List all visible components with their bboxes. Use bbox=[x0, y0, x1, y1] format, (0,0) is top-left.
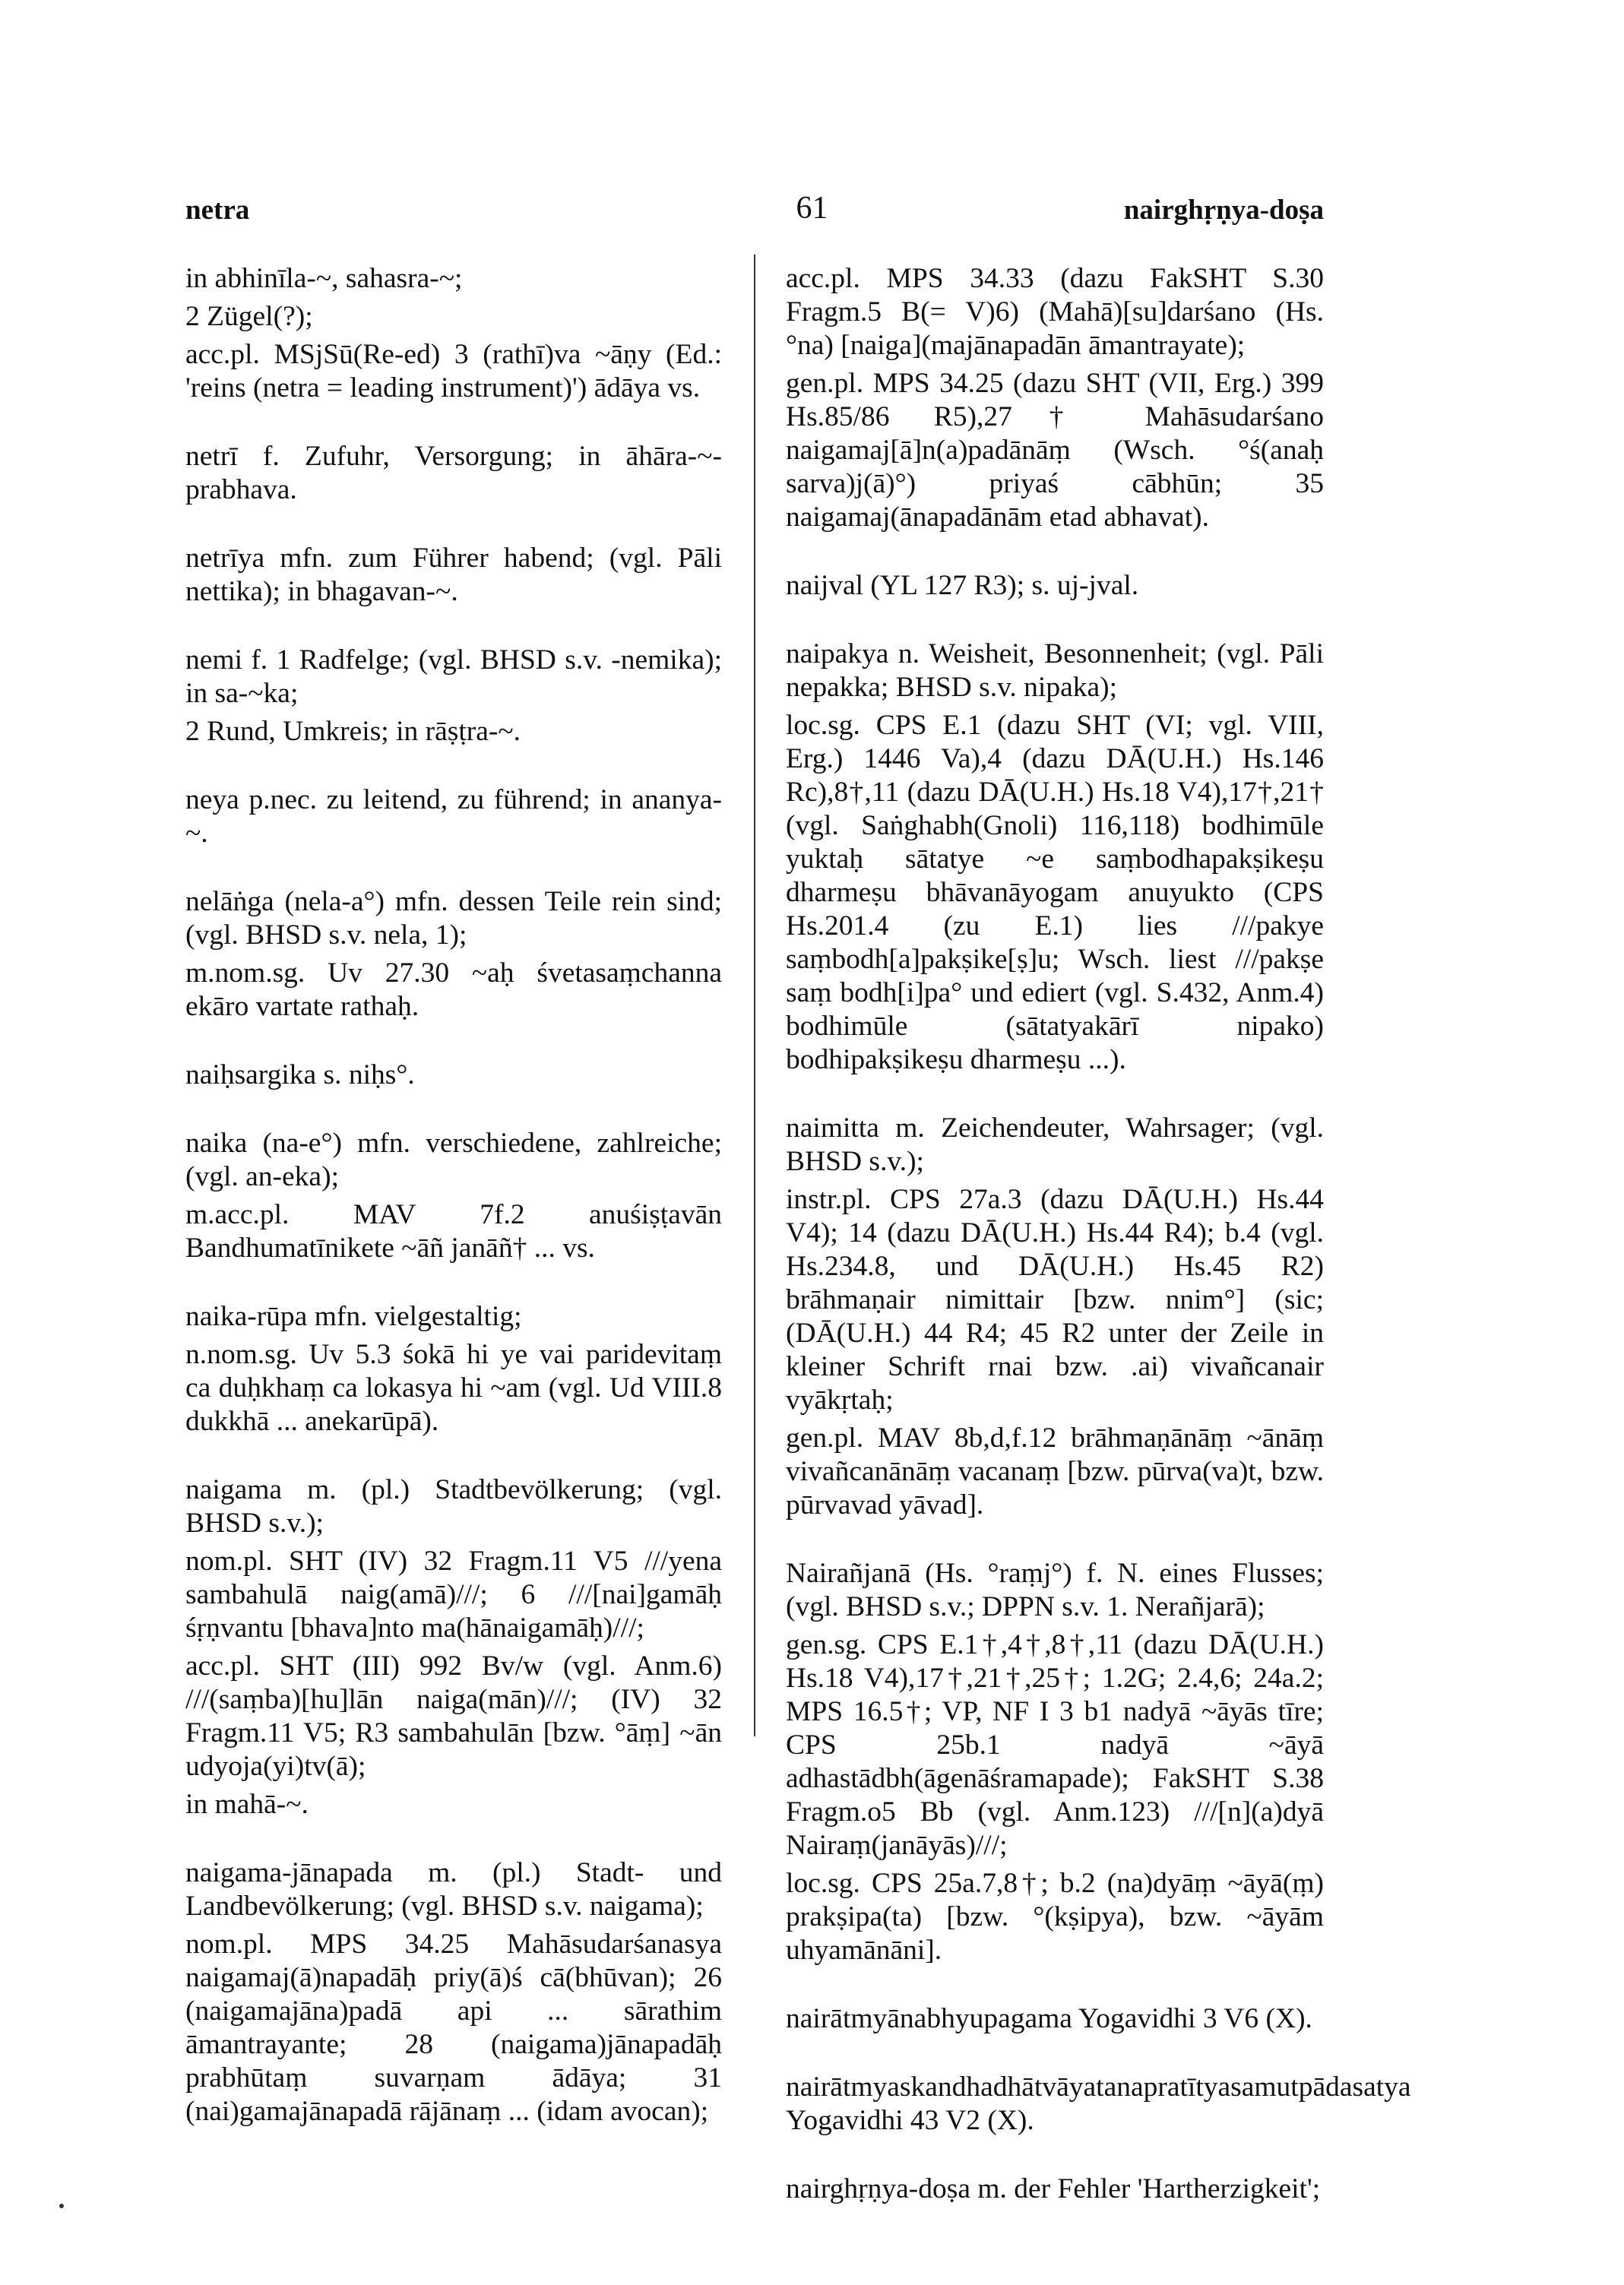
entry-headword-paragraph: nairātmyānabhyupagama Yogavidhi 3 V6 (X). bbox=[786, 2003, 1312, 2034]
entry-headword-paragraph: in abhinīla-~, sahasra-~; bbox=[185, 263, 463, 294]
dictionary-entry bbox=[185, 1127, 722, 1265]
right-column bbox=[786, 262, 1411, 2241]
entry-headword-paragraph: netrīya mfn. zum Führer habend; (vgl. Pāli nettika); in bhagavan-~. bbox=[185, 543, 722, 607]
entry-citation-paragraph: loc.sg. CPS E.1 (dazu SHT (VI; vgl. VIII, Erg.) 1446 Va),4 (dazu DĀ(U.H.) Hs.146 Rc),8†,11 (dazu DĀ(U.H.) Hs.18 V4),17†,21† (vgl. Saṅghabh(Gnoli) 116,118) bodhimūle yuktaḥ sātatye ~e saṃbodhapakṣikeṣu dharmeṣu bhāvanāyogam anuyukto (CPS Hs.201.4 (zu E.1) lies ///pakye saṃbodh[a]pakṣike[ṣ]u; Wsch. liest ///pakṣe saṃ bodh[i]pa° und ediert (vgl. S.432, Anm.4) bodhimūle (sātatyakārī nipako) bodhipakṣikeṣu dharmeṣu ...). bbox=[786, 710, 1324, 1075]
entry-citation-paragraph: gen.pl. MAV 8b,d,f.12 brāhmaṇānāṃ ~ānāṃ vivañcanānāṃ vacanaṃ [bzw. pūrva(va)t, bzw. pūrvavad yāvad]. bbox=[786, 1423, 1324, 1521]
entry-headword-paragraph: naika-rūpa mfn. vielgestaltig; bbox=[185, 1301, 522, 1332]
dictionary-entry bbox=[185, 783, 722, 850]
entry-citation-paragraph: n.nom.sg. Uv 5.3 śokā hi ye vai paridevitaṃ ca duḥkhaṃ ca lokasya hi ~am (vgl. Ud VIII.8 dukkhā ... anekarūpā). bbox=[185, 1339, 722, 1437]
entry-citation-paragraph: instr.pl. CPS 27a.3 (dazu DĀ(U.H.) Hs.44 V4); 14 (dazu DĀ(U.H.) Hs.44 R4); b.4 (vgl. Hs.234.8, und DĀ(U.H.) Hs.45 R2) brāhmaṇair nimittair [bzw. nnim°] (sic; (DĀ(U.H.) 44 R4; 45 R2 unter der Zeile in kleiner Schrift rnai bzw. .ai) vivañcanair vyākṛtaḥ; bbox=[786, 1184, 1324, 1416]
dictionary-entry bbox=[185, 1300, 722, 1438]
entry-citation-paragraph: m.nom.sg. Uv 27.30 ~aḥ śvetasaṃchanna ekāro vartate rathaḥ. bbox=[185, 957, 722, 1022]
dictionary-entry bbox=[786, 2071, 1411, 2138]
dictionary-entry bbox=[786, 1557, 1324, 1967]
entry-headword-paragraph: naipakya n. Weisheit, Besonnenheit; (vgl. Pāli nepakka; BHSD s.v. nipaka); bbox=[786, 638, 1324, 703]
entry-citation-paragraph: in mahā-~. bbox=[185, 1789, 309, 1820]
entry-citation-paragraph: nom.pl. MPS 34.25 Mahāsudarśanasya naigamaj(ā)napadāḥ priy(ā)ś cā(bhūvan); 26 (naigamajāna)padā api ... sārathim āmantrayante; 28 (naigama)jānapadāḥ prabhūtaṃ suvarṇam ādāya; 31 (nai)gamajānapadā rājānaṃ ... (idam avocan); bbox=[185, 1929, 722, 2127]
entry-headword-paragraph: nemi f. 1 Radfelge; (vgl. BHSD s.v. -nemika); in sa-~ka; bbox=[185, 644, 722, 709]
dictionary-entry bbox=[185, 440, 722, 507]
entry-headword-paragraph: acc.pl. MPS 34.33 (dazu FakSHT S.30 Fragm.5 B(= V)6) (Mahā)[su]darśano (Hs. °na) [naiga](majānapadān āmantrayate); bbox=[786, 263, 1324, 361]
dictionary-entry bbox=[185, 1473, 722, 1821]
entry-citation-paragraph: acc.pl. SHT (III) 992 Bv/w (vgl. Anm.6) ///(saṃba)[hu]lān naiga(mān)///; (IV) 32 Fragm.11 V5; R3 sambahulān [bzw. °āṃ] ~ān udyoja(yi)tv(ā); bbox=[185, 1650, 722, 1782]
entry-headword-paragraph: naiḥsargika s. niḥs°. bbox=[185, 1059, 415, 1090]
entry-headword-paragraph: nelāṅga (nela-a°) mfn. dessen Teile rein sind; (vgl. BHSD s.v. nela, 1); bbox=[185, 886, 722, 951]
entry-citation-paragraph: acc.pl. MSjSū(Re-ed) 3 (rathī)va ~āṇy (Ed.: 'reins (netra = leading instrument)') ādāya vs. bbox=[185, 339, 722, 404]
entry-citation-paragraph: gen.sg. CPS E.1†,4†,8†,11 (dazu DĀ(U.H.) Hs.18 V4),17†,21†,25†; 1.2G; 2.4,6; 24a.2; MPS 16.5†; VP, NF I 3 b1 nadyā ~āyās tīre; CPS 25b.1 nadyā ~āyā adhastādbh(āgenāśramapade); FakSHT S.38 Fragm.o5 Bb (vgl. Anm.123) ///[n](a)dyā Nairaṃ(janāyās)///; bbox=[786, 1629, 1324, 1861]
left-column bbox=[185, 262, 722, 2163]
entry-headword-paragraph: naigama-jānapada m. (pl.) Stadt- und Landbevölkerung; (vgl. BHSD s.v. naigama); bbox=[185, 1857, 722, 1922]
entry-citation-paragraph: loc.sg. CPS 25a.7,8†; b.2 (na)dyāṃ ~āyā(ṃ) prakṣipa(ta) [bzw. °(kṣipya), bzw. ~āyām uhyamānāni]. bbox=[786, 1868, 1324, 1966]
running-head-right: nairghṛṇya-doṣa bbox=[1123, 195, 1324, 226]
entry-citation-paragraph: 2 Rund, Umkreis; in rāṣṭra-~. bbox=[185, 716, 521, 747]
column-divider bbox=[754, 255, 755, 1736]
entry-citation-paragraph: m.acc.pl. MAV 7f.2 anuśiṣṭavān Bandhumatīnikete ~āñ janāñ† ... vs. bbox=[185, 1199, 722, 1264]
entry-headword-paragraph: naigama m. (pl.) Stadtbevölkerung; (vgl. BHSD s.v.); bbox=[185, 1474, 722, 1539]
dictionary-entry bbox=[185, 644, 722, 748]
dictionary-entry bbox=[185, 542, 722, 609]
dictionary-entry bbox=[786, 2002, 1324, 2036]
dictionary-entry bbox=[786, 1112, 1324, 1522]
entry-headword-paragraph: netrī f. Zufuhr, Versorgung; in āhāra-~-prabhava. bbox=[185, 441, 722, 505]
entry-citation-paragraph: nom.pl. SHT (IV) 32 Fragm.11 V5 ///yena sambahulā naig(amā)///; 6 ///[nai]gamāḥ śṛṇvantu [bhava]nto ma(hānaigamāḥ)///; bbox=[185, 1546, 722, 1644]
dictionary-entry bbox=[185, 262, 722, 405]
entry-headword-paragraph: neya p.nec. zu leitend, zu führend; in ananya-~. bbox=[185, 784, 722, 849]
entry-headword-paragraph: naika (na-e°) mfn. verschiedene, zahlreiche; (vgl. an-eka); bbox=[185, 1128, 722, 1192]
entry-headword-paragraph: naijval (YL 127 R3); s. uj-jval. bbox=[786, 570, 1139, 601]
dictionary-entry bbox=[185, 1856, 722, 2128]
page-number: 61 bbox=[796, 191, 828, 226]
entry-citation-paragraph: 2 Zügel(?); bbox=[185, 301, 313, 332]
running-head-left: netra bbox=[185, 195, 250, 226]
dictionary-entry bbox=[786, 569, 1324, 603]
dictionary-entry bbox=[185, 885, 722, 1024]
dictionary-entry bbox=[786, 2173, 1324, 2206]
entry-headword-paragraph: naimitta m. Zeichendeuter, Wahrsager; (vgl. BHSD s.v.); bbox=[786, 1112, 1324, 1177]
margin-speck bbox=[59, 2204, 64, 2208]
entry-citation-paragraph: gen.pl. MPS 34.25 (dazu SHT (VII, Erg.) 399 Hs.85/86 R5),27† Mahāsudarśano naigamaj[ā]n(a)padānāṃ (Wsch. °ś(anaḥ sarva)j(ā)°) priyaś cābhūn; 35 naigamaj(ānapadānām etad abhavat). bbox=[786, 368, 1324, 533]
entry-headword-paragraph: Nairañjanā (Hs. °raṃj°) f. N. eines Flusses; (vgl. BHSD s.v.; DPPN s.v. 1. Nerañjarā); bbox=[786, 1558, 1324, 1622]
dictionary-entry bbox=[185, 1059, 722, 1092]
dictionary-entry bbox=[786, 262, 1324, 534]
entry-headword-paragraph: nairghṛṇya-doṣa m. der Fehler 'Hartherzigkeit'; bbox=[786, 2173, 1321, 2204]
dictionary-entry bbox=[786, 638, 1324, 1077]
entry-headword-paragraph: nairātmyaskandhadhātvāyatanapratītyasamutpādasatya Yogavidhi 43 V2 (X). bbox=[786, 2071, 1411, 2136]
